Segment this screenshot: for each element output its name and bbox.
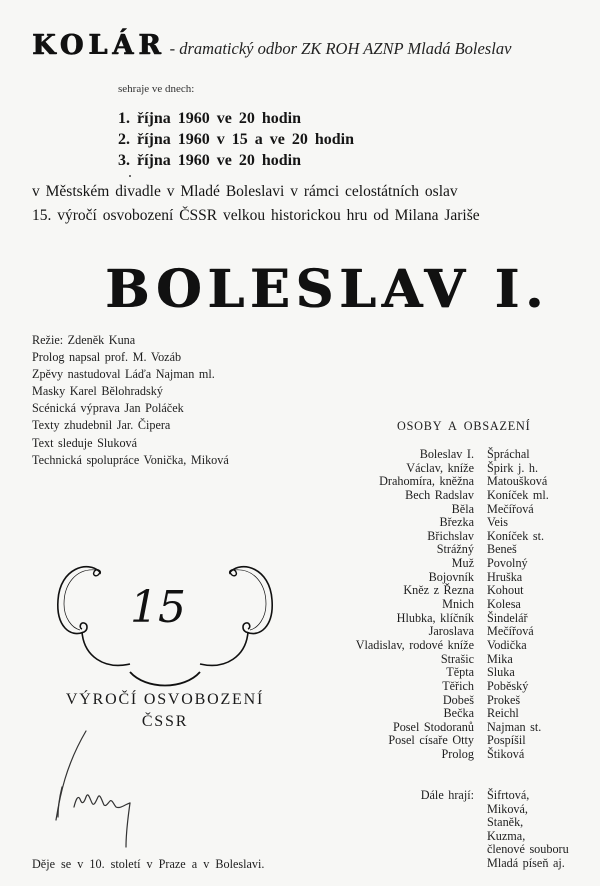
cast-role: Drahomíra, kněžna xyxy=(379,474,474,489)
setting-note: Děje se v 10. století v Praze a v Boleslavi. xyxy=(32,857,265,871)
cast-role: Muž xyxy=(451,556,474,571)
ornament-right-scroll-thin xyxy=(234,570,266,630)
cast-row xyxy=(300,598,549,612)
ensemble-description: - dramatický odbor ZK ROH AZNP Mladá Boleslav xyxy=(169,39,512,58)
cast-role: Vladislav, rodové kníže xyxy=(355,637,474,652)
cast-actor: Šindelář xyxy=(487,610,528,625)
credit-line: Texty zhudebnil Jar. Čipera xyxy=(32,418,171,433)
other-performer: Šifrtová, xyxy=(487,788,530,802)
cast-role: Kněz z Řezna xyxy=(403,583,474,598)
cast-row xyxy=(300,448,549,462)
cast-row xyxy=(300,666,549,680)
cast-actor: Reichl xyxy=(487,706,519,721)
cast-role: Strážný xyxy=(436,542,474,557)
cast-actor: Kolesa xyxy=(487,597,521,612)
cast-role: Bech Radslav xyxy=(405,487,474,502)
other-performers xyxy=(300,789,569,871)
cast-actor: Vodička xyxy=(487,637,527,652)
print-speck xyxy=(129,175,131,177)
cast-role: Posel Stodoranů xyxy=(392,719,474,734)
ornament-right-lower-curve xyxy=(200,632,248,665)
other-performer: Miková, xyxy=(487,801,528,816)
cast-actor: Mečířová xyxy=(487,501,534,516)
cast-row xyxy=(300,462,549,476)
other-performers-list xyxy=(487,789,569,871)
cast-role: Běla xyxy=(451,501,474,516)
cast-role: Posel císaře Otty xyxy=(388,733,474,748)
performance-date: 2. října 1960 v 15 a ve 20 hodin xyxy=(118,131,355,148)
other-performer: členové souboru xyxy=(487,842,569,857)
ornament-right-scroll-inner xyxy=(230,570,237,576)
cast-role: Břichslav xyxy=(427,528,474,543)
cast-actor: Veis xyxy=(487,515,508,530)
cast-role: Jaroslava xyxy=(428,624,474,639)
cast-row xyxy=(300,625,549,639)
cast-role: Těřich xyxy=(442,678,474,693)
ensemble-name: KOLÁR xyxy=(32,30,166,61)
credit-line: Režie: Zdeněk Kuna xyxy=(32,333,136,347)
cast-row xyxy=(300,584,549,598)
venue-line: v Městském divadle v Mladé Boleslavi v rámci celostátních oslav xyxy=(32,183,458,200)
cast-role: Bojovník xyxy=(428,569,474,584)
other-performer: Kuzma, xyxy=(487,828,526,843)
other-performer: Mladá píseň aj. xyxy=(487,855,565,870)
cast-row xyxy=(300,557,549,571)
cast-row xyxy=(300,707,549,721)
cast-actor: Špráchal xyxy=(487,447,530,461)
ensemble-header xyxy=(32,30,511,61)
credit-line: Zpěvy nastudoval Láďa Najman ml. xyxy=(32,367,215,382)
cast-role: Březka xyxy=(439,515,474,530)
cast-actor: Najman st. xyxy=(487,719,542,734)
ornament-bottom-curve xyxy=(130,672,200,686)
cast-role: Bečka xyxy=(443,706,474,721)
performances-intro: sehraje ve dnech: xyxy=(118,83,195,95)
cast-row xyxy=(300,639,549,653)
cast-row xyxy=(300,721,549,735)
cast-row xyxy=(300,748,549,762)
ornament-left-scroll-thin xyxy=(64,570,96,630)
credit-line: Masky Karel Bělohradský xyxy=(32,384,163,399)
play-title: BOLESLAV I. xyxy=(105,259,549,320)
cast-actor: Kohout xyxy=(487,583,524,598)
credit-line: Text sleduje Sluková xyxy=(32,435,138,450)
cast-row xyxy=(300,530,549,544)
cast-actor: Prokeš xyxy=(487,692,521,707)
cast-actor: Beneš xyxy=(487,542,517,557)
cast-heading: OSOBY A OBSAZENÍ xyxy=(397,419,531,433)
credit-line: Prolog napsal prof. M. Vozáb xyxy=(32,350,182,365)
cast-actor: Pospíšil xyxy=(487,733,526,748)
cast-row xyxy=(300,543,549,557)
anniversary-line: ČSSR xyxy=(141,713,189,730)
venue-text xyxy=(32,180,480,228)
cast-row xyxy=(300,516,549,530)
cast-actor: Matoušková xyxy=(487,474,548,489)
cast-row xyxy=(300,571,549,585)
performance-dates xyxy=(118,108,354,171)
cast-role: Dobeš xyxy=(442,692,474,707)
cast-role: Boleslav I. xyxy=(419,447,474,461)
cast-actor: Mečířová xyxy=(487,624,534,639)
venue-line: 15. výročí osvobození ČSSR velkou historickou hru od Milana Jariše xyxy=(32,207,480,224)
cast-actor: Koníček ml. xyxy=(487,487,549,502)
cast-actor: Hruška xyxy=(487,569,523,584)
credit-line: Technická spolupráce Vonička, Miková xyxy=(32,452,229,467)
ornament-left-scroll-inner xyxy=(94,570,101,576)
cast-actor: Mika xyxy=(487,651,513,666)
cast-role: Prolog xyxy=(441,747,474,762)
cast-actor: Koníček st. xyxy=(487,528,545,543)
production-credits xyxy=(32,332,229,469)
cast-row xyxy=(300,475,549,489)
performance-date: 3. října 1960 ve 20 hodin xyxy=(118,152,302,169)
anniversary-number: 15 xyxy=(130,582,186,633)
cast-row xyxy=(300,612,549,626)
cast-actor: Špirk j. h. xyxy=(487,460,539,475)
anniversary-line: VÝROČÍ OSVOBOZENÍ xyxy=(65,691,265,708)
ornament-left-lower-curve xyxy=(82,632,130,665)
cast-row xyxy=(300,489,549,503)
cast-list xyxy=(300,448,549,762)
cast-role: Strašic xyxy=(440,651,474,666)
cast-actor: Povolný xyxy=(487,556,528,571)
credit-line: Scénická výprava Jan Poláček xyxy=(32,401,184,416)
cast-role: Hlubka, klíčník xyxy=(396,610,474,625)
cast-actor: Sluka xyxy=(487,665,515,680)
signature-icon xyxy=(50,725,160,850)
cast-row xyxy=(300,503,549,517)
cast-row xyxy=(300,680,549,694)
performance-date: 1. října 1960 ve 20 hodin xyxy=(118,110,302,127)
cast-actor: Poběský xyxy=(487,678,529,693)
cast-actor: Štiková xyxy=(487,747,525,762)
cast-row xyxy=(300,653,549,667)
cast-role: Václav, kníže xyxy=(406,460,474,475)
other-performer: Staněk, xyxy=(487,815,524,830)
other-performers-label: Dále hrají: xyxy=(420,788,474,802)
cast-role: Těpta xyxy=(446,665,474,680)
cast-role: Mnich xyxy=(442,597,474,612)
cast-row xyxy=(300,734,549,748)
cast-row xyxy=(300,694,549,708)
